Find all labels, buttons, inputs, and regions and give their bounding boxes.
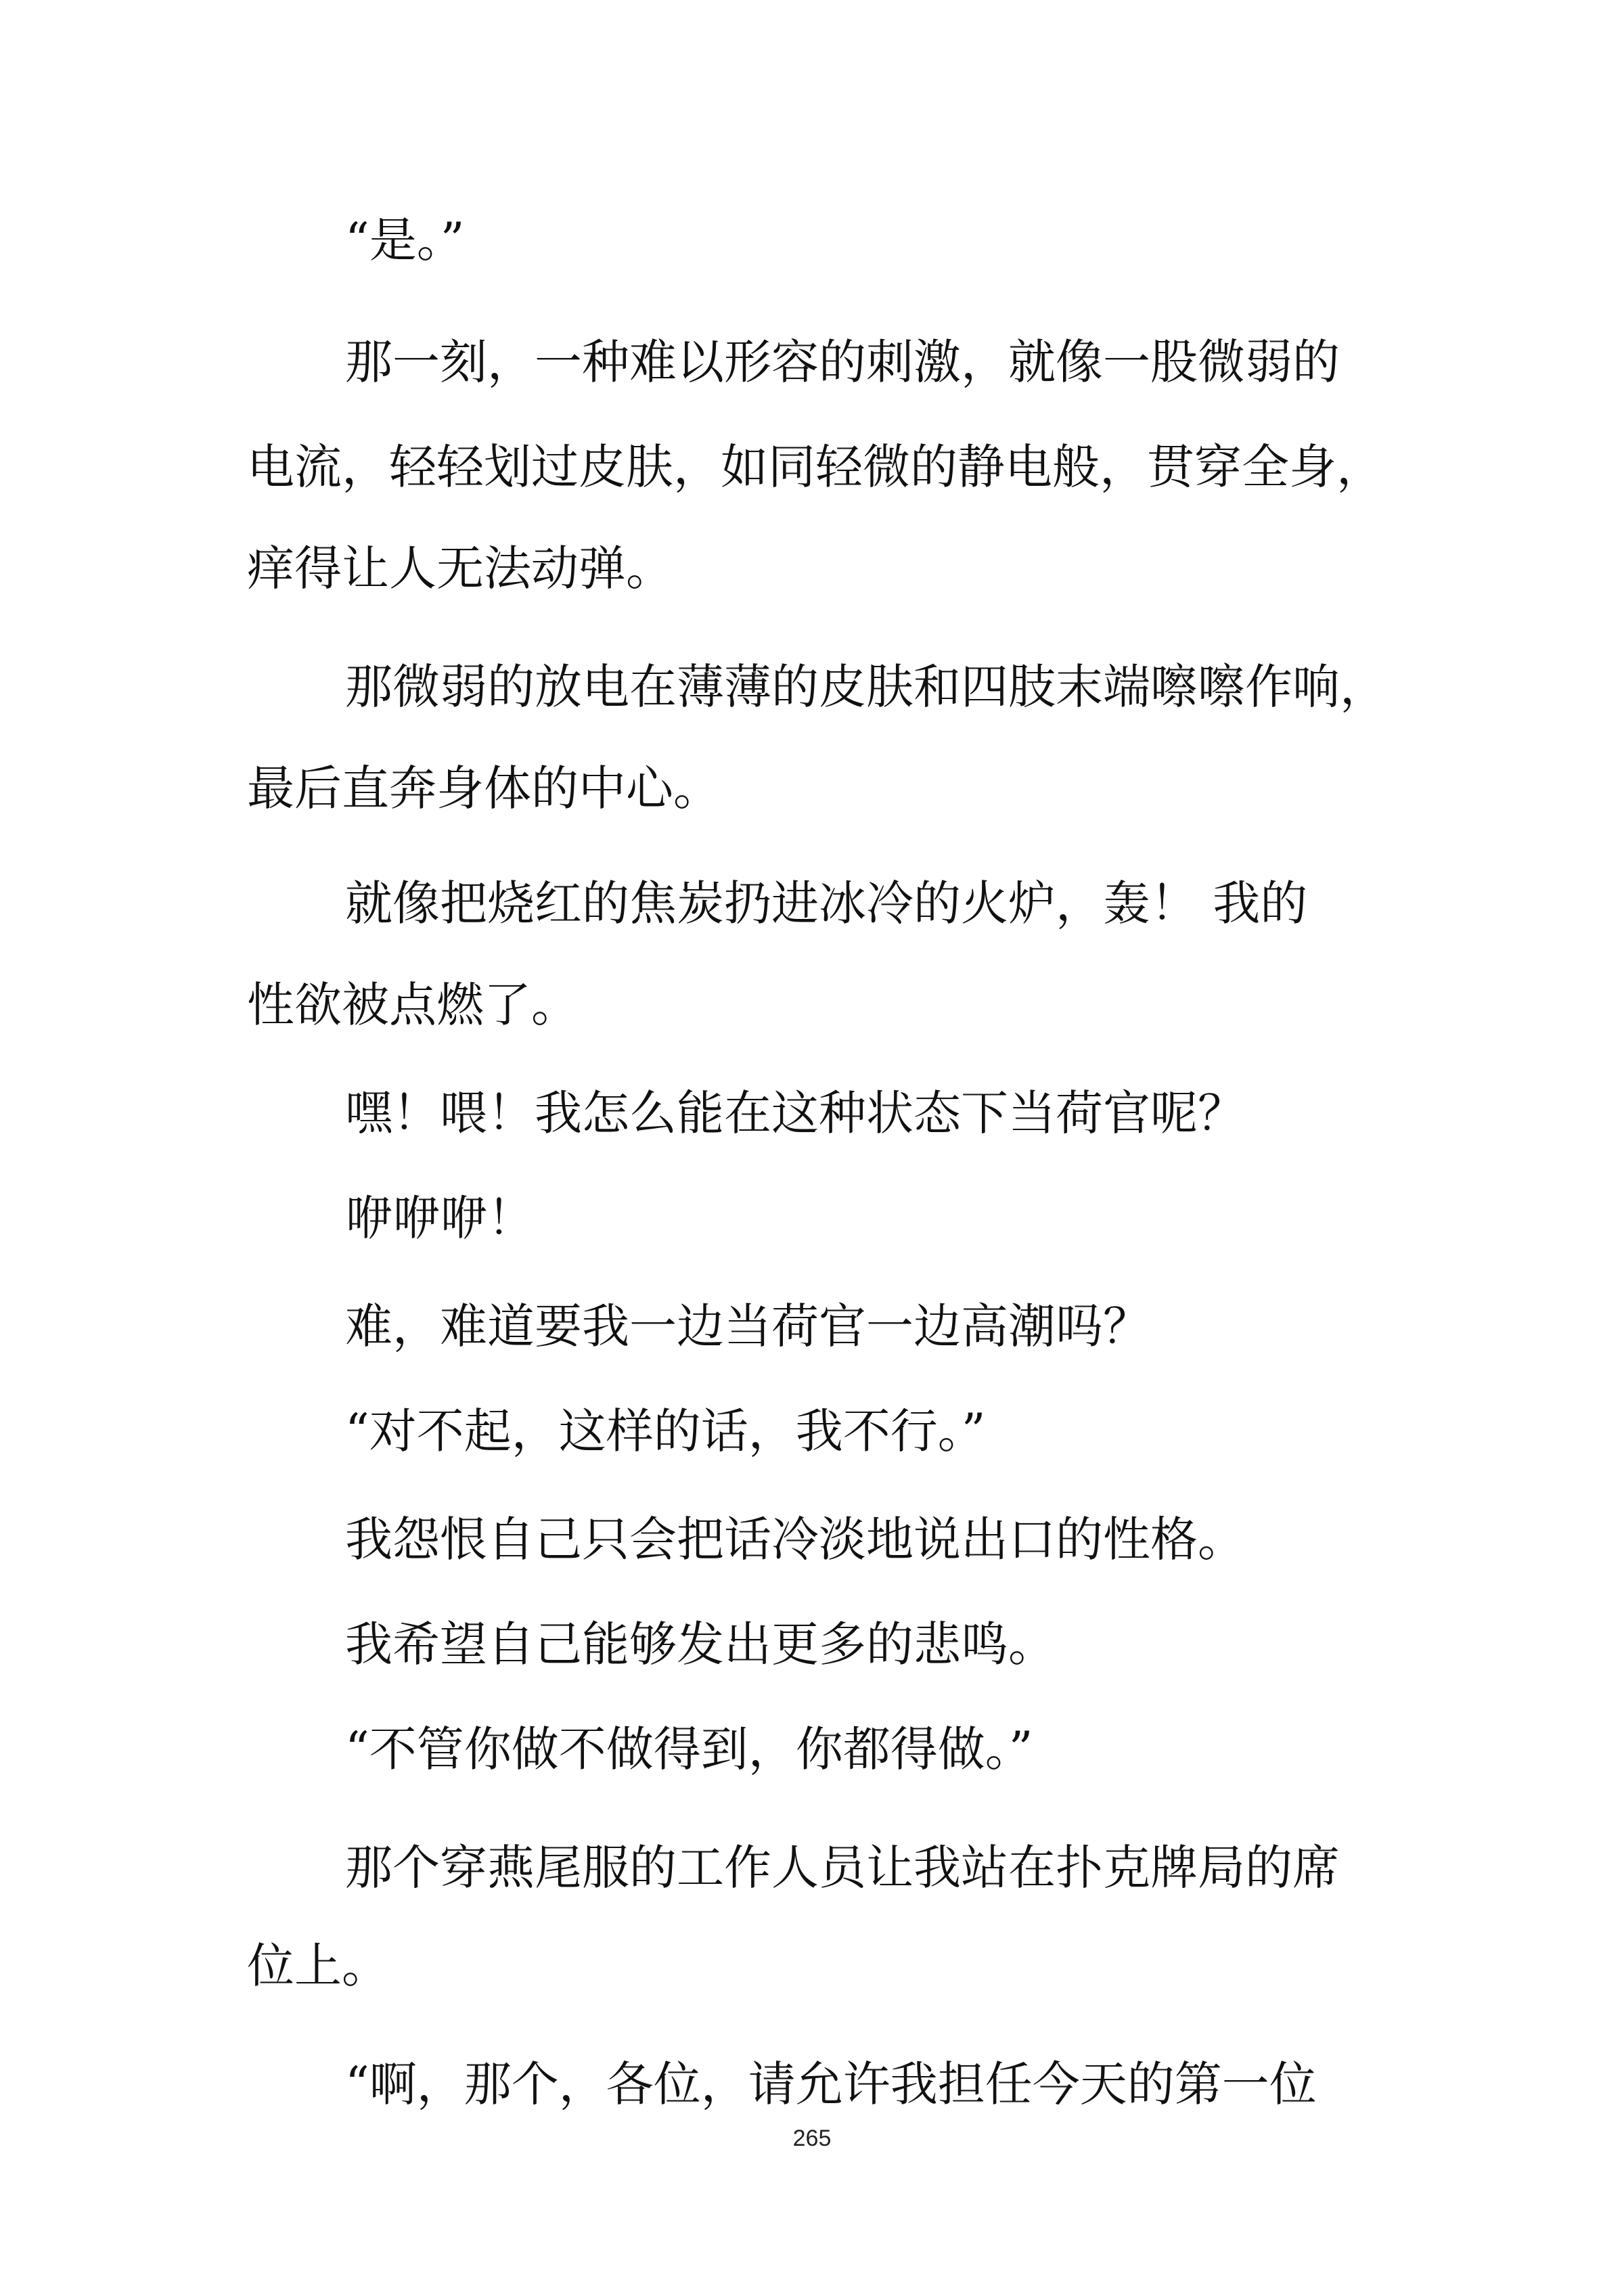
text-line-8: 性欲被点燃了。 bbox=[247, 977, 579, 1033]
text-line-15: “不管你做不做得到，你都得做。” bbox=[345, 1721, 1033, 1777]
text-line-18: “啊，那个，各位，请允许我担任今天的第一位 bbox=[345, 2056, 1317, 2112]
text-line-4: 痒得让人无法动弹。 bbox=[247, 541, 673, 596]
text-line-14: 我希望自己能够发出更多的悲鸣。 bbox=[345, 1617, 1056, 1672]
text-line-2: 那一刻，一种难以形容的刺激，就像一股微弱的 bbox=[345, 334, 1340, 390]
text-line-9: 嘿！喂！我怎么能在这种状态下当荷官呢？ bbox=[345, 1085, 1245, 1141]
text-line-1: “是。” bbox=[345, 212, 465, 268]
text-line-13: 我怨恨自己只会把话冷淡地说出口的性格。 bbox=[345, 1512, 1245, 1567]
text-line-17: 位上。 bbox=[247, 1938, 389, 1994]
text-line-16: 那个穿燕尾服的工作人员让我站在扑克牌局的席 bbox=[345, 1840, 1340, 1895]
page-number: 265 bbox=[792, 2125, 832, 2151]
text-line-3: 电流，轻轻划过皮肤，如同轻微的静电般，贯穿全身， bbox=[247, 439, 1384, 495]
text-line-12: “对不起，这样的话，我不行。” bbox=[345, 1403, 986, 1459]
text-line-10: 咿咿咿！ bbox=[345, 1190, 535, 1246]
text-line-11: 难，难道要我一边当荷官一边高潮吗？ bbox=[345, 1299, 1150, 1354]
text-line-5: 那微弱的放电在薄薄的皮肤和四肢末端嚓嚓作响， bbox=[345, 659, 1387, 715]
text-line-7: 就像把烧红的焦炭扔进冰冷的火炉，轰！ 我的 bbox=[345, 876, 1308, 931]
text-line-6: 最后直奔身体的中心。 bbox=[247, 761, 721, 816]
